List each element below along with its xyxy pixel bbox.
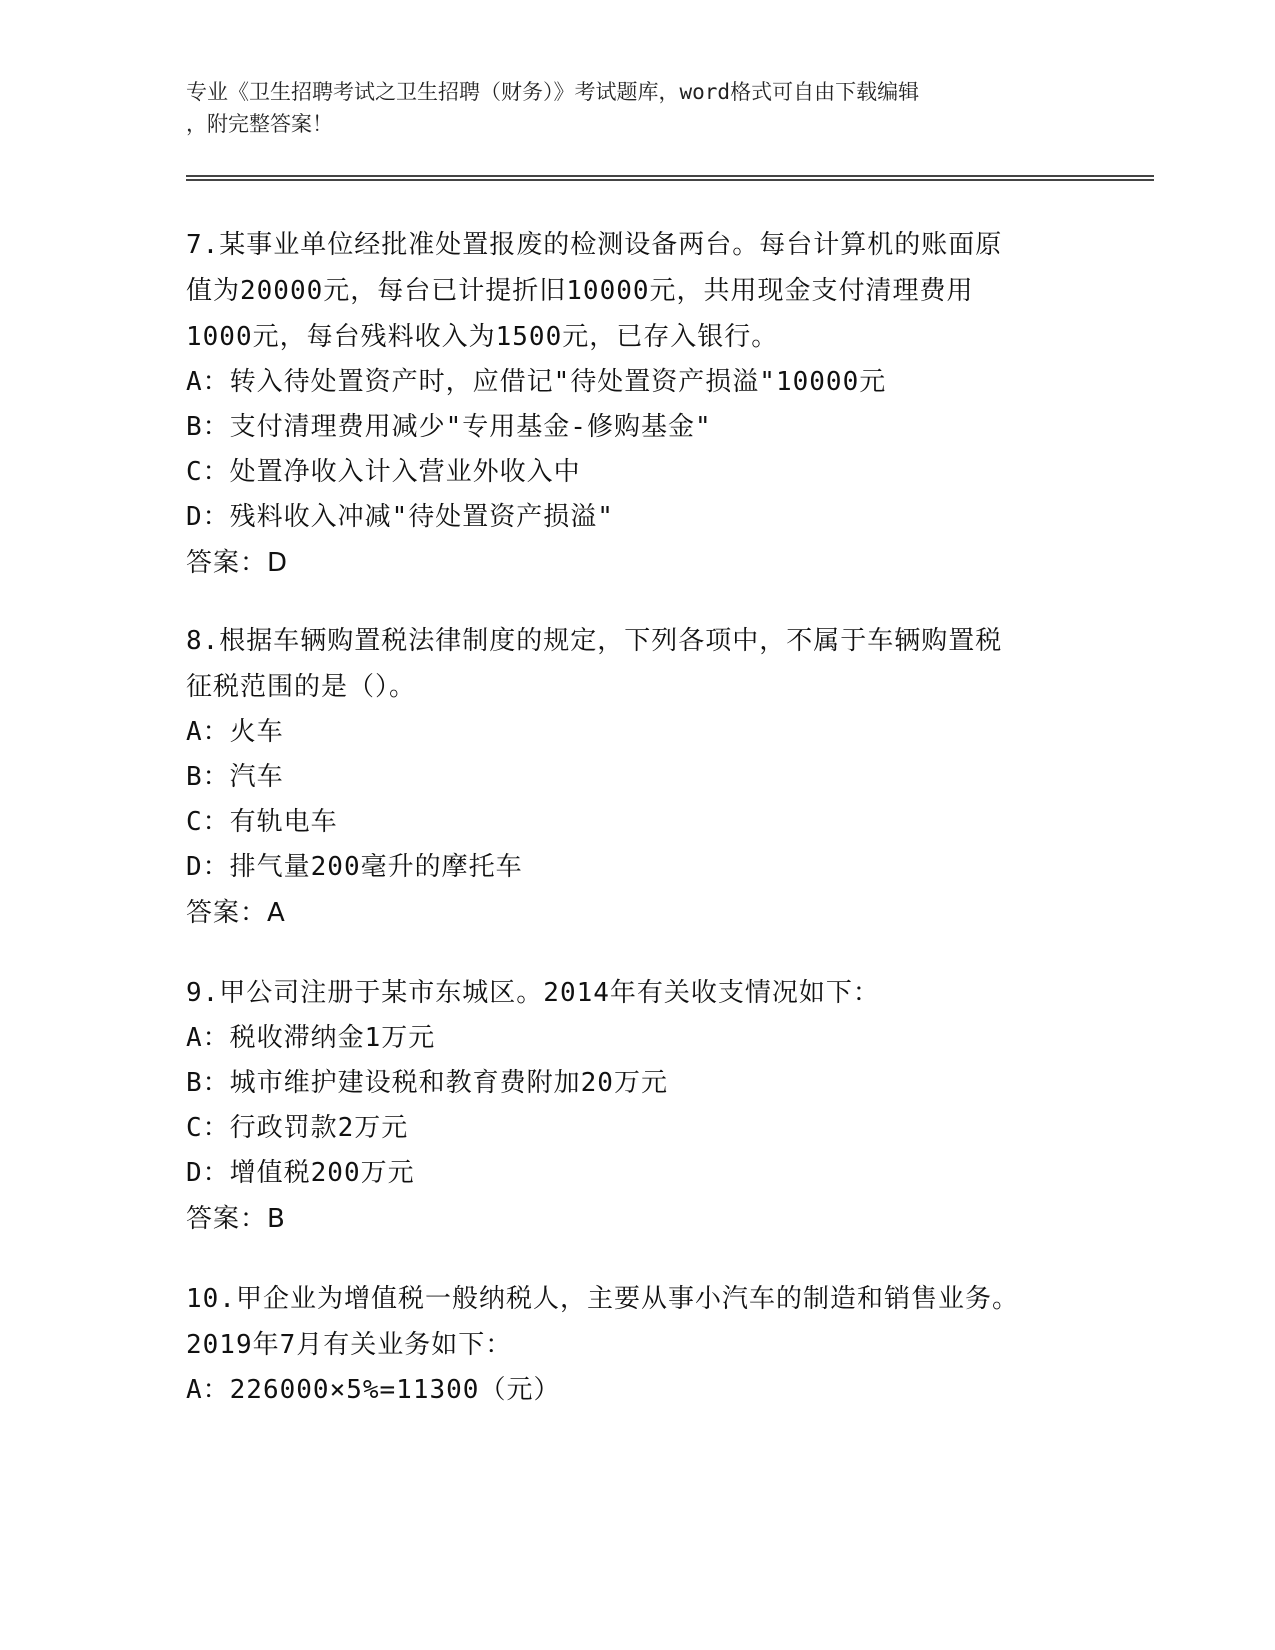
option-c: C：有轨电车	[186, 807, 338, 837]
option-d: D：增值税200万元	[186, 1158, 415, 1188]
header-divider	[186, 175, 1154, 181]
question-stem-line: 2019年7月有关业务如下：	[186, 1330, 513, 1360]
answer-line: 答案：B	[186, 1204, 286, 1234]
question-stem-line: 7.某事业单位经批准处置报废的检测设备两台。每台计算机的账面原	[186, 230, 1003, 260]
option-b: B：支付清理费用减少"专用基金-修购基金"	[186, 412, 712, 442]
question-8	[186, 618, 1066, 936]
option-b: B：城市维护建设税和教育费附加20万元	[186, 1068, 668, 1098]
option-a: A：226000×5%=11300（元）	[186, 1375, 561, 1405]
option-c: C：行政罚款2万元	[186, 1113, 409, 1143]
option-a: A：转入待处置资产时，应借记"待处置资产损溢"10000元	[186, 367, 887, 397]
question-stem-line: 值为20000元，每台已计提折旧10000元，共用现金支付清理费用	[186, 276, 974, 306]
option-d: D：残料收入冲减"待处置资产损溢"	[186, 502, 614, 532]
option-a: A：税收滞纳金1万元	[186, 1023, 436, 1053]
answer-line: 答案：A	[186, 898, 286, 928]
question-stem-line: 8.根据车辆购置税法律制度的规定，下列各项中，不属于车辆购置税	[186, 626, 1003, 656]
option-c: C：处置净收入计入营业外收入中	[186, 457, 581, 487]
question-7	[186, 222, 1066, 586]
question-stem-line: 1000元，每台残料收入为1500元，已存入银行。	[186, 322, 779, 352]
question-9	[186, 970, 1066, 1242]
question-stem-line: 10.甲企业为增值税一般纳税人，主要从事小汽车的制造和销售业务。	[186, 1284, 1019, 1314]
header-line-2: ，附完整答案！	[186, 112, 333, 136]
option-a: A：火车	[186, 717, 284, 747]
answer-line: 答案：D	[186, 548, 289, 578]
header-line-1: 专业《卫生招聘考试之卫生招聘（财务）》考试题库，word格式可自由下载编辑	[186, 80, 920, 104]
option-d: D：排气量200毫升的摩托车	[186, 852, 523, 882]
document-header	[186, 76, 1066, 140]
question-stem-line: 9.甲公司注册于某市东城区。2014年有关收支情况如下：	[186, 978, 880, 1008]
question-stem-line: 征税范围的是（）。	[186, 672, 417, 702]
question-10	[186, 1276, 1066, 1413]
option-b: B：汽车	[186, 762, 284, 792]
